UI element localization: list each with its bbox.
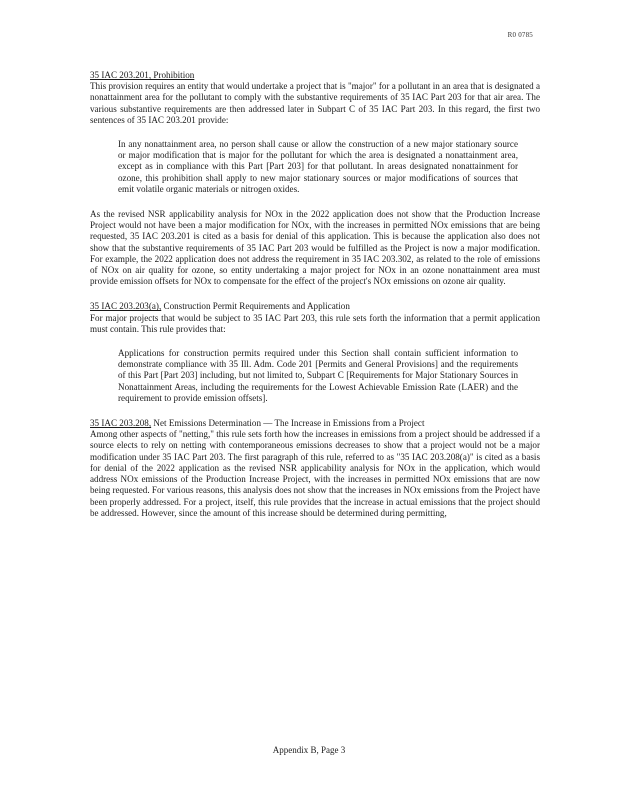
section-203-203	[90, 301, 540, 404]
page-footer: Appendix B, Page 3	[272, 745, 346, 755]
section-citation: 35 IAC 203.208,	[90, 418, 152, 429]
section-paragraph: As the revised NSR applicability analysis for NOx in the 2022 application does not show that the Production Increase Project would not have been a major modification for NOx, with the increases in permitted NOx emissions that are being requested, 35 IAC 203.201 is cited as a basis for denial of this application. This is because the application also does not show that the substantive requirements of 35 IAC Part 203 would be fulfilled as the Project is now a major modification. For example, the 2022 application does not address the requirement in 35 IAC 203.302, as related to the role of emissions of NOx on air quality for ozone, so entity undertaking a major project for NOx in an ozone nonattainment area must provide emission offsets for NOx to compensate for the effect of the project's NOx emissions on ozone air quality.	[90, 209, 540, 287]
document-body	[90, 70, 540, 532]
page-identifier: R0 0785	[507, 31, 533, 39]
section-203-208	[90, 418, 540, 519]
section-paragraph: This provision requires an entity that would undertake a project that is "major" for a pollutant in an area that is designated a nonattainment area for the pollutant to comply with the substantive requirements of 35 IAC Part 203 for that air area. The various substantive requirements are then addressed later in Subpart C of 35 IAC Part 203. In this regard, the first two sentences of 35 IAC 203.201 provide:	[90, 81, 540, 125]
section-paragraph: For major projects that would be subject to 35 IAC Part 203, this rule sets forth the information that a permit application must contain. This rule provides that:	[90, 312, 540, 334]
section-heading-203-201: 35 IAC 203.201, Prohibition	[90, 70, 195, 80]
section-heading-203-208	[90, 418, 540, 429]
section-203-201	[90, 70, 540, 287]
section-paragraph: Among other aspects of "netting," this rule sets forth how the increases in emissions from a project should be addressed if a source elects to rely on netting with contemporaneous emissions decreases to show that a project would not be a major modification under 35 IAC Part 203. The first paragraph of this rule, referred to as "35 IAC 203.208(a)" is cited as a basis for denial of the 2022 application as the revised NSR applicability analysis for NOx in the application, which would address NOx emissions of the Production Increase Project, with the increases in permitted NOx emissions that are now being requested. For various reasons, this analysis does not show that the increases in NOx emissions from the Project have been properly addressed. For a project, itself, this rule provides that the increase in actual emissions that the project should be addressed. However, since the amount of this increase should be determined during permitting,	[90, 429, 540, 518]
section-title: Net Emissions Determination — The Increase in Emissions from a Project	[151, 418, 425, 429]
section-heading-203-203	[90, 301, 540, 312]
section-citation: 35 IAC 203.203(a),	[90, 301, 162, 312]
block-quote: In any nonattainment area, no person shall cause or allow the construction of a new major stationary source or major modification that is major for the pollutant for which the area is designated a nonattainment area, except as in compliance with this Part [Part 203] for that pollutant. In areas designated nonattainment for ozone, this prohibition shall apply to new major stationary sources or major modifications of sources that emit volatile organic materials or nitrogen oxides.	[118, 139, 518, 194]
block-quote: Applications for construction permits required under this Section shall contain sufficient information to demonstrate compliance with 35 Ill. Adm. Code 201 [Permits and General Provisions] and the requirements of this Part [Part 203] including, but not limited to, Subpart C [Requirements for Major Stationary Sources in Nonattainment Areas, including the requirements for the Lowest Achievable Emission Rate (LAER) and the requirement to provide emission offsets].	[118, 348, 518, 403]
section-title: Construction Permit Requirements and Application	[161, 301, 350, 312]
